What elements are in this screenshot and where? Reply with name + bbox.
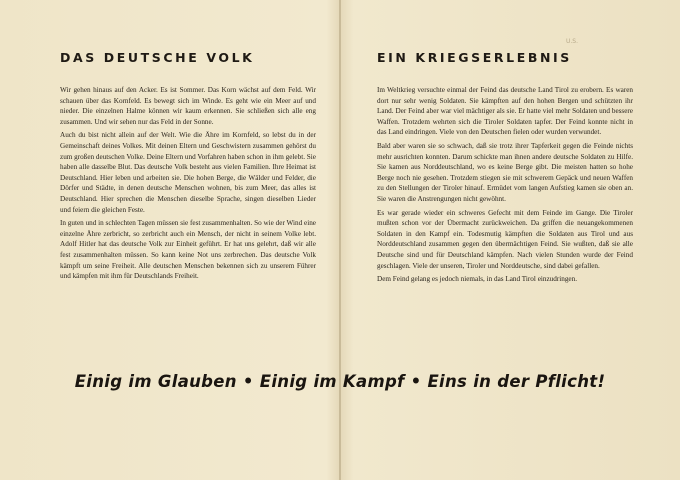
left-body bbox=[60, 85, 316, 282]
right-paragraph: Bald aber waren sie so schwach, daß sie trotz ihrer Tapferkeit gegen die Feinde nichts mehr ausrichten konnten. Darum schickte man ihnen andere deutsche Soldaten zu Hilfe. Sie kamen aus Norddeutschland, wo es keine Berge gibt. Die meisten hatten so hohe Berge noch nie gesehen. Trotzdem stiegen sie mit schwerem Gepäck und neuen Waffen zu den Stellungen der Tiroler hinauf. Ermüdet vom langen Aufstieg kamen sie oben an. Sie waren die Anstrengungen nicht gewöhnt. bbox=[377, 141, 633, 203]
left-paragraph: Wir gehen hinaus auf den Acker. Es ist Sommer. Das Korn wächst auf dem Feld. Wir schauen über das Kornfeld. Es bewegt sich im Winde. Es geht wie ein Meer auf und nieder. Die einzelnen Halme können wir kaum erkennen. Sie schließen sich alle eng zusammen. Und wir sehen nur das Feld in der Sonne. bbox=[60, 86, 316, 126]
right-paragraph: Im Weltkrieg versuchte einmal der Feind das deutsche Land Tirol zu erobern. Es waren dort nur sehr wenig Soldaten. Sie kämpften auf den hohen Bergen und schützten ihr Land. Der Feind aber war viel mächtiger als sie. Er hatte viel mehr Soldaten und bessere Waffen. Trotzdem wehrten sich die Tiroler Soldaten tapfer. Der Feind konnte nicht in das Land eindringen. Viele von den Deutschen fielen oder wurden verwundet. bbox=[377, 86, 633, 137]
right-heading: EIN KRIEGSERLEBNIS bbox=[377, 50, 572, 65]
right-paragraph: Dem Feind gelang es jedoch niemals, in das Land Tirol einzudringen. bbox=[377, 275, 578, 284]
left-paragraph: Auch du bist nicht allein auf der Welt. Wie die Ähre im Kornfeld, so lebst du in der Gemeinschaft deines Volkes. Mit deinen Eltern und Geschwistern zusammen gehörst du zum großen deutschen Volke. Deine Eltern und Vorfahren haben schon in ihm gelebt. Sie haben alle dasselbe Blut. Das deutsche Volk besteht aus vielen Familien. Ihre Heimat ist Deutschland. Hier leben und arbeiten sie. Die hohen Berge, die Wälder und Felder, die Dörfer und Städte, in denen deutsche Menschen wohnen, bis zum Meer, das alles ist Deutschland. Hier sprechen die Menschen dieselbe Sprache, singen dieselben Lieder und feiern die gleichen Feste. bbox=[60, 131, 316, 214]
right-body bbox=[377, 85, 633, 285]
right-paragraph: Es war gerade wieder ein schweres Gefecht mit dem Feinde im Gange. Die Tiroler mußten schon vor der Übermacht zurückweichen. Da griffen die neuangekommenen Soldaten in den Kampf ein. Todesmutig kämpften die Soldaten aus Tirol und aus Norddeutschland zusammen gegen den übermächtigen Feind. Sie wußten, daß sie alle Deutsche sind und für Deutschland kämpfen. Nach vielen Stunden wurde der Feind geschlagen. Viele der unseren, Tiroler und Norddeutsche, sind dabei gefallen. bbox=[377, 208, 633, 270]
left-column bbox=[60, 50, 316, 285]
left-paragraph: In guten und in schlechten Tagen müssen sie fest zusammenhalten. So wie der Wind eine einzelne Ähre zerbricht, so zerbricht auch ein Mensch, der nicht in seinem Volke lebt. Adolf Hitler hat das deutsche Volk zur Einheit geführt. Er hat uns gelehrt, daß wir alle fest zusammenhalten müssen. So kann keine Not uns zerbrechen. Das deutsche Volk kämpft um seine Freiheit. Alle deutschen Menschen bekennen sich zu unserem Führer und kämpfen mit ihm für Deutschlands Freiheit. bbox=[60, 219, 316, 281]
left-heading: DAS DEUTSCHE VOLK bbox=[60, 50, 255, 65]
archive-stamp: U.S. bbox=[566, 38, 579, 45]
motto-banner: Einig im Glauben • Einig im Kampf • Eins in der Pflicht! bbox=[74, 372, 606, 391]
page-fold bbox=[339, 0, 341, 480]
right-column bbox=[377, 50, 633, 288]
